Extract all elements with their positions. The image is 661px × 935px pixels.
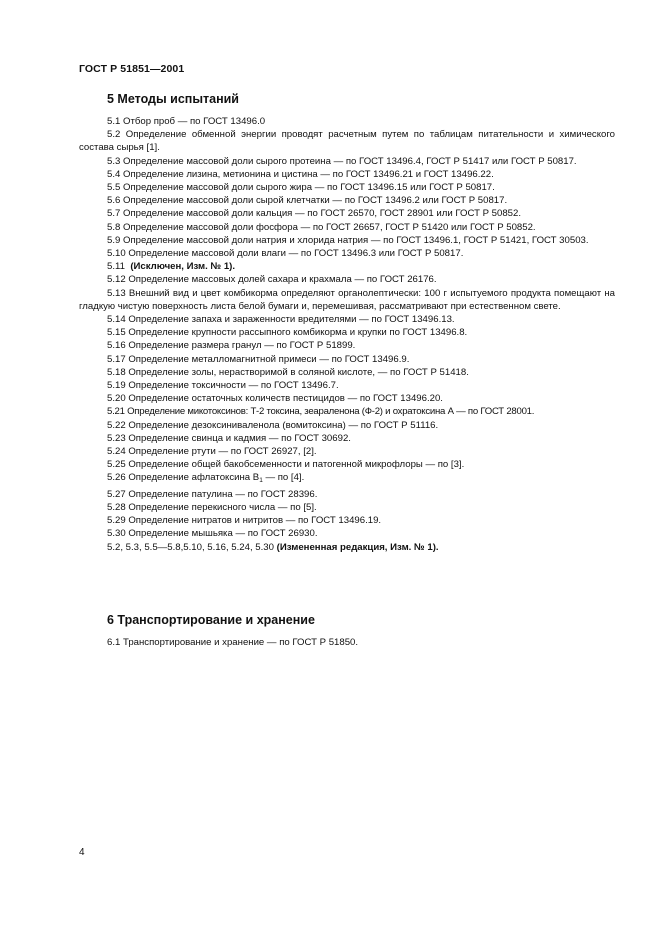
clause-5-13: 5.13 Внешний вид и цвет комбикорма определяют органолептически: 100 г испытуемого продукта помещают на гладкую чистую поверхность листа белой бумаги и, перемешивая, рассматривают при естественном свете. — [79, 287, 615, 312]
clause-5-24: 5.24 Определение ртути — по ГОСТ 26927, [2]. — [107, 446, 317, 458]
clause-5-29: 5.29 Определение нитратов и нитритов — по ГОСТ 13496.19. — [107, 515, 382, 527]
clause-5-26-subscript: 1 — [259, 477, 263, 485]
clause-5-19: 5.19 Определение токсичности — по ГОСТ 13496.7. — [107, 380, 339, 392]
clause-5-26 — [79, 471, 615, 487]
clause-5-11-number: 5.11 — [107, 261, 125, 273]
clause-5-25: 5.25 Определение общей бакобсеменности и патогенной микрофлоры — по [3]. — [107, 459, 465, 471]
amendment-label: (Измененная редакция, Изм. № 1). — [276, 541, 439, 553]
clause-5-11-excluded-note: (Исключен, Изм. № 1). — [130, 261, 236, 273]
clause-5-3: 5.3 Определение массовой доли сырого протеина — по ГОСТ 13496.4, ГОСТ Р 51417 или ГОСТ Р 50817. — [107, 155, 577, 167]
section-5-title: 5 Методы испытаний — [107, 92, 239, 106]
clause-5-14: 5.14 Определение запаха и зараженности вредителями — по ГОСТ 13496.13. — [107, 314, 455, 326]
clause-5-26-text: 5.26 Определение афлатоксина В — [107, 472, 260, 484]
clause-5-10: 5.10 Определение массовой доли влаги — по ГОСТ 13496.3 или ГОСТ Р 50817. — [107, 248, 464, 260]
clause-5-8: 5.8 Определение массовой доли фосфора — по ГОСТ 26657, ГОСТ Р 51420 или ГОСТ Р 50852. — [107, 221, 536, 233]
clause-5-18: 5.18 Определение золы, нерастворимой в соляной кислоте, — по ГОСТ Р 51418. — [107, 366, 469, 378]
clause-5-7: 5.7 Определение массовой доли кальция — по ГОСТ 26570, ГОСТ 28901 или ГОСТ Р 50852. — [107, 208, 522, 220]
clause-5-15: 5.15 Определение крупности рассыпного комбикорма и крупки по ГОСТ 13496.8. — [107, 327, 468, 339]
amendment-note — [79, 541, 615, 554]
clause-6-1: 6.1 Транспортирование и хранение — по ГОСТ Р 51850. — [107, 637, 359, 648]
clause-5-26-ref: — по [4]. — [262, 472, 305, 484]
page-number: 4 — [79, 847, 85, 858]
amendment-refs: 5.2, 5.3, 5.5—5.8,5.10, 5.16, 5.24, 5.30 — [107, 541, 277, 553]
clause-5-28: 5.28 Определение перекисного числа — по [5]. — [107, 501, 317, 513]
clause-5-6: 5.6 Определение массовой доли сырой клетчатки — по ГОСТ 13496.2 или ГОСТ Р 50817. — [107, 195, 508, 207]
clause-5-2: 5.2 Определение обменной энергии проводят расчетным путем по таблицам питательности и химического состава сырья [1]. — [79, 129, 615, 154]
clause-5-12: 5.12 Определение массовых долей сахара и крахмала — по ГОСТ 26176. — [107, 274, 437, 286]
clause-5-22: 5.22 Определение дезоксиниваленола (вомитоксина) — по ГОСТ Р 51116. — [107, 419, 439, 431]
clause-5-21: 5.21 Определение микотоксинов: Т-2 токсина, зеараленона (Ф-2) и охратоксина А — по ГОСТ 28001. — [107, 406, 535, 418]
section-6-body — [79, 636, 615, 649]
clause-5-20: 5.20 Определение остаточных количеств пестицидов — по ГОСТ 13496.20. — [107, 393, 443, 405]
section-5-body — [79, 115, 615, 554]
clause-5-1: 5.1 Отбор проб — по ГОСТ 13496.0 — [107, 116, 266, 127]
clause-5-16: 5.16 Определение размера гранул — по ГОСТ Р 51899. — [107, 340, 356, 352]
clause-5-17: 5.17 Определение металломагнитной примеси — по ГОСТ 13496.9. — [107, 353, 410, 365]
clause-5-27: 5.27 Определение патулина — по ГОСТ 28396. — [107, 488, 318, 500]
clause-5-11 — [79, 260, 615, 273]
document-code-header: ГОСТ Р 51851—2001 — [79, 63, 185, 75]
clause-5-30: 5.30 Определение мышьяка — по ГОСТ 26930. — [107, 528, 318, 540]
section-6-title: 6 Транспортирование и хранение — [107, 613, 315, 627]
clause-5-4: 5.4 Определение лизина, метионина и цистина — по ГОСТ 13496.21 и ГОСТ 13496.22. — [107, 168, 494, 180]
clause-5-23: 5.23 Определение свинца и кадмия — по ГОСТ 30692. — [107, 432, 351, 444]
clause-5-9: 5.9 Определение массовой доли натрия и хлорида натрия — по ГОСТ 13496.1, ГОСТ Р 51421, ГОСТ 30503. — [107, 234, 589, 246]
clause-5-5: 5.5 Определение массовой доли сырого жира — по ГОСТ 13496.15 или ГОСТ Р 50817. — [107, 182, 495, 194]
